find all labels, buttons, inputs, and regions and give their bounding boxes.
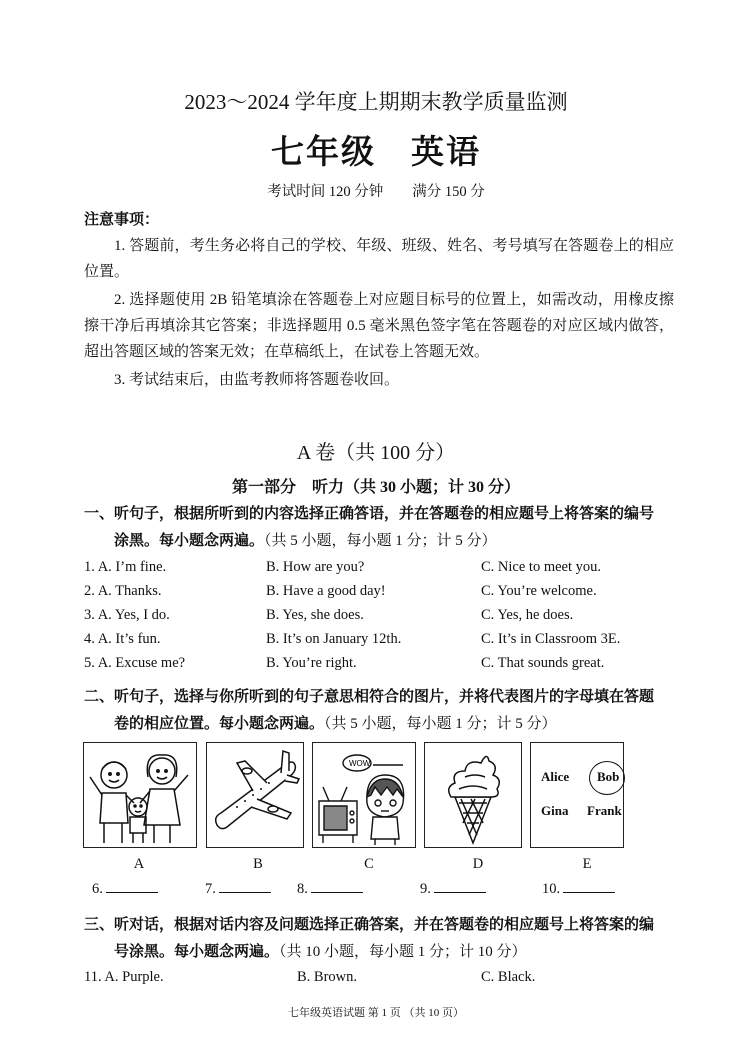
section3-heading xyxy=(84,912,674,966)
notice-heading: 注意事项： xyxy=(84,212,160,228)
section3-heading-line2: 号涂黑。每小题念两遍。 xyxy=(114,944,280,960)
q1-a: 1. A. I’m fine. xyxy=(84,559,167,575)
q11-c: C. Black. xyxy=(481,969,536,985)
q4-b: B. It’s on January 12th. xyxy=(266,631,402,647)
picture-e xyxy=(530,742,624,848)
section3-heading-note: （共 10 小题，每小题 1 分；计 10 分） xyxy=(279,944,527,960)
section1-heading-note: （共 5 小题，每小题 1 分；计 5 分） xyxy=(264,533,497,549)
q5-b: B. You’re right. xyxy=(266,655,357,671)
exam-info: 考试时间 120 分钟 满分 150 分 xyxy=(267,184,485,200)
section1-heading-line1: 一、听句子，根据所听到的内容选择正确答语，并在答题卷的相应题号上将答案的编号 xyxy=(84,506,655,522)
picture-d xyxy=(424,742,522,848)
volume-a-title: A 卷（共 100 分） xyxy=(296,442,456,464)
names-icon xyxy=(531,743,623,847)
section2-heading-line1: 二、听句子，选择与你所听到的句子意思相符合的图片，并将代表图片的字母填在答题 xyxy=(84,689,655,705)
q2-b: B. Have a good day! xyxy=(266,583,386,599)
q11-a: 11. A. Purple. xyxy=(84,969,164,985)
section1-heading-line2: 涂黑。每小题念两遍。 xyxy=(114,533,265,549)
boy-tv-icon xyxy=(313,743,415,847)
name-alice: Alice xyxy=(541,769,570,784)
page-footer: 七年级英语试题 第 1 页 （共 10 页） xyxy=(288,1007,464,1019)
q5-a: 5. A. Excuse me? xyxy=(84,655,186,671)
picture-c-caption: WOW xyxy=(349,759,371,768)
q2-a: 2. A. Thanks. xyxy=(84,583,162,599)
section2-heading-note: （共 5 小题，每小题 1 分；计 5 分） xyxy=(324,716,557,732)
notice-item-3: 3. 考试结束后，由监考教师将答题卷收回。 xyxy=(114,372,400,388)
ice-cream-icon xyxy=(425,743,521,847)
q4-c: C. It’s in Classroom 3E. xyxy=(481,631,621,647)
name-frank: Frank xyxy=(587,803,622,818)
notice-item-1: 1. 答题前，考生务必将自己的学校、年级、班级、姓名、考号填写在答题卷上的相应位置。 xyxy=(84,238,674,280)
picture-b xyxy=(206,742,304,848)
q11-b: B. Brown. xyxy=(297,969,358,985)
picture-b-label: B xyxy=(253,856,263,872)
airplane-icon xyxy=(207,743,303,847)
exam-title: 2023～2024 学年度上期期末教学质量监测 xyxy=(184,90,568,114)
q2-c: C. You’re welcome. xyxy=(481,583,597,599)
subject-title: 七年级 英语 xyxy=(271,135,481,171)
picture-d-label: D xyxy=(472,856,484,872)
q5-c: C. That sounds great. xyxy=(481,655,605,671)
answer-blank-7[interactable]: 7. xyxy=(205,880,271,898)
picture-a xyxy=(83,742,197,848)
section1-heading xyxy=(84,501,674,555)
name-bob: Bob xyxy=(597,769,620,784)
picture-c-label: C xyxy=(364,856,374,872)
part1-title: 第一部分 听力（共 30 小题；计 30 分） xyxy=(231,479,520,496)
answer-blank-10[interactable]: 10. xyxy=(542,880,615,898)
name-gina: Gina xyxy=(541,803,569,818)
family-icon xyxy=(84,743,196,847)
q3-b: B. Yes, she does. xyxy=(266,607,364,623)
q1-c: C. Nice to meet you. xyxy=(481,559,602,575)
section2-heading-line2: 卷的相应位置。每小题念两遍。 xyxy=(114,716,325,732)
section2-heading xyxy=(84,684,674,738)
q4-a: 4. A. It’s fun. xyxy=(84,631,161,647)
picture-c xyxy=(312,742,416,848)
answer-blank-9[interactable]: 9. xyxy=(420,880,486,898)
q3-c: C. Yes, he does. xyxy=(481,607,574,623)
answer-blank-8[interactable]: 8. xyxy=(297,880,363,898)
picture-e-label: E xyxy=(582,856,592,872)
section3-heading-line1: 三、听对话，根据对话内容及问题选择正确答案，并在答题卷的相应题号上将答案的编 xyxy=(84,917,655,933)
answer-blank-6[interactable]: 6. xyxy=(92,880,158,898)
q1-b: B. How are you? xyxy=(266,559,365,575)
q3-a: 3. A. Yes, I do. xyxy=(84,607,170,623)
notice-item-2: 2. 选择题使用 2B 铅笔填涂在答题卷上对应题目标号的位置上，如需改动，用橡皮擦擦干净后再填涂其它答案；非选择题用 0.5 毫米黑色签字笔在答题卷的对应区域内做答，超出答题区域的答案无效；在草稿纸上，在试卷上答题无效。 xyxy=(84,292,674,360)
circle-around-bob xyxy=(589,761,625,795)
picture-a-label: A xyxy=(133,856,145,872)
